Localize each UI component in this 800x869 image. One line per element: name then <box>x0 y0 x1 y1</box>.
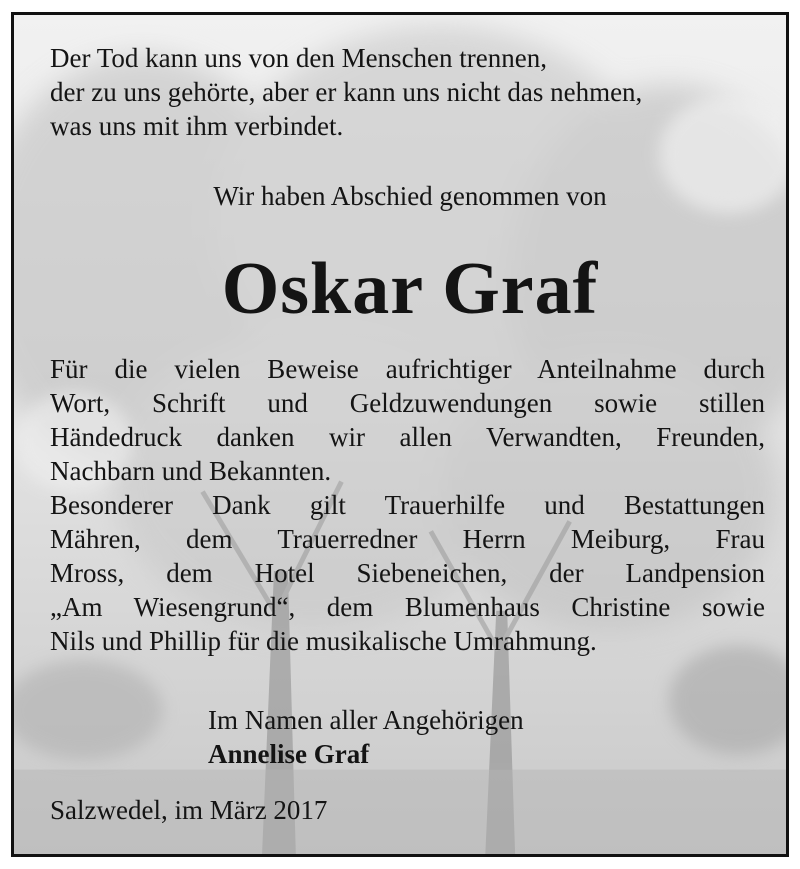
notice-text <box>50 15 765 854</box>
deceased-name: Oskar Graf <box>221 248 599 330</box>
signature-block <box>208 703 524 771</box>
intro-line: Wir haben Abschied genommen von <box>213 181 607 211</box>
thanks-line: Mross, dem Hotel Siebeneichen, der Landpension <box>50 558 765 588</box>
thanks-paragraph <box>50 352 765 658</box>
motto <box>50 41 770 143</box>
motto-line: Der Tod kann uns von den Menschen trennen, <box>50 43 547 73</box>
thanks-line: Nachbarn und Bekannten. <box>50 456 332 486</box>
thanks-line: Wort, Schrift und Geldzuwendungen sowie stillen <box>50 388 765 418</box>
place-date: Salzwedel, im März 2017 <box>50 795 328 825</box>
motto-line: der zu uns gehörte, aber er kann uns nicht das nehmen, <box>50 77 643 107</box>
signer-name: Annelise Graf <box>208 739 370 769</box>
thanks-line: Mähren, dem Trauerredner Herrn Meiburg, Frau <box>50 524 765 554</box>
thanks-line: Besonderer Dank gilt Trauerhilfe und Bestattungen <box>50 490 765 520</box>
thanks-line: Nils und Phillip für die musikalische Umrahmung. <box>50 626 597 656</box>
thanks-line: Für die vielen Beweise aufrichtiger Anteilnahme durch <box>50 354 765 384</box>
obituary-notice <box>11 12 789 857</box>
thanks-line: Händedruck danken wir allen Verwandten, Freunden, <box>50 422 765 452</box>
thanks-line: „Am Wiesengrund“, dem Blumenhaus Christine sowie <box>50 592 765 622</box>
signature-line: Im Namen aller Angehörigen <box>208 705 524 735</box>
motto-line: was uns mit ihm verbindet. <box>50 111 344 141</box>
